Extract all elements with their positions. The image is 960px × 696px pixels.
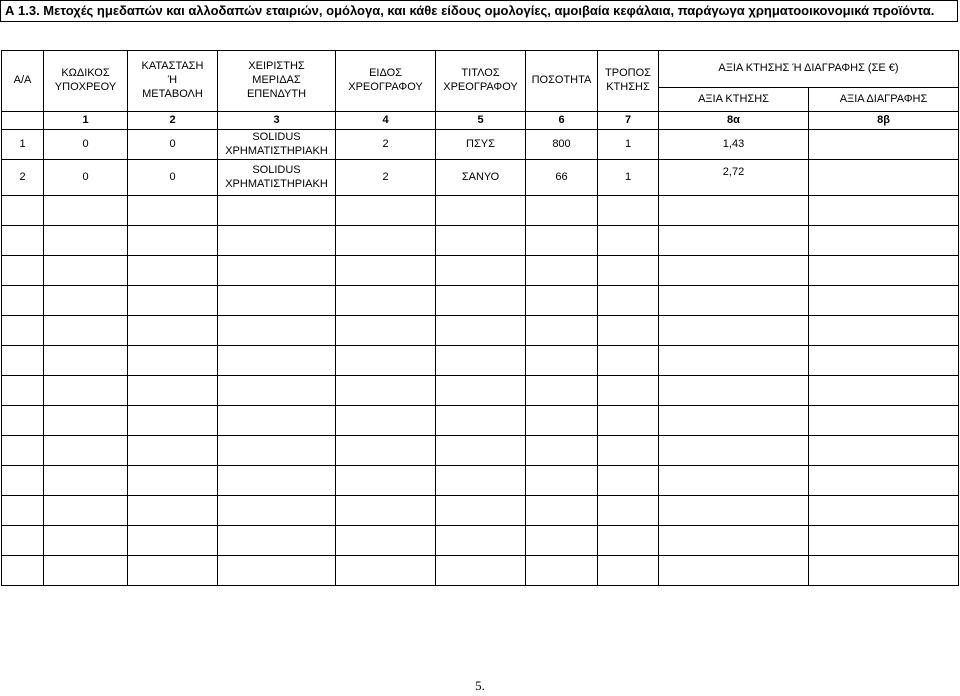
empty-cell	[128, 346, 218, 376]
empty-cell	[336, 316, 436, 346]
empty-table-row	[2, 466, 959, 496]
empty-cell	[436, 286, 526, 316]
column-number: 1	[44, 112, 128, 130]
empty-cell	[436, 376, 526, 406]
header-value-acq: ΑΞΙΑ ΚΤΗΣΗΣ	[659, 88, 809, 112]
empty-cell	[44, 436, 128, 466]
empty-cell	[44, 376, 128, 406]
column-number: 5	[436, 112, 526, 130]
empty-cell	[526, 436, 598, 466]
column-number: 3	[218, 112, 336, 130]
empty-cell	[598, 496, 659, 526]
empty-cell	[218, 316, 336, 346]
empty-cell	[128, 436, 218, 466]
cell-value-acq: 2,72	[659, 160, 809, 196]
empty-cell	[659, 196, 809, 226]
header-status: ΚΑΤΑΣΤΑΣΗ Ή ΜΕΤΑΒΟΛΗ	[128, 51, 218, 112]
empty-cell	[336, 556, 436, 586]
empty-cell	[659, 256, 809, 286]
cell-handler: SOLIDUS ΧΡΗΜΑΤΙΣΤΗΡΙΑΚΗ	[218, 160, 336, 196]
column-number: 6	[526, 112, 598, 130]
empty-cell	[659, 376, 809, 406]
header-type: ΕΙΔΟΣ ΧΡΕΟΓΡΑΦΟΥ	[336, 51, 436, 112]
empty-cell	[809, 556, 959, 586]
empty-cell	[336, 496, 436, 526]
empty-table-row	[2, 556, 959, 586]
cell-value-del	[809, 130, 959, 160]
empty-cell	[2, 196, 44, 226]
empty-table-row	[2, 316, 959, 346]
empty-cell	[2, 376, 44, 406]
cell-type: 2	[336, 160, 436, 196]
empty-cell	[336, 286, 436, 316]
empty-cell	[598, 316, 659, 346]
empty-table-row	[2, 286, 959, 316]
empty-cell	[526, 226, 598, 256]
empty-cell	[809, 466, 959, 496]
empty-cell	[2, 496, 44, 526]
header-aa: Α/Α	[2, 51, 44, 112]
page-number: 5.	[475, 678, 485, 693]
empty-cell	[44, 466, 128, 496]
empty-cell	[218, 556, 336, 586]
empty-cell	[336, 346, 436, 376]
empty-cell	[526, 346, 598, 376]
empty-cell	[436, 526, 526, 556]
empty-cell	[436, 226, 526, 256]
empty-cell	[336, 256, 436, 286]
empty-cell	[2, 466, 44, 496]
securities-table	[1, 50, 959, 586]
empty-table-row	[2, 526, 959, 556]
empty-cell	[44, 406, 128, 436]
empty-cell	[809, 406, 959, 436]
empty-cell	[526, 316, 598, 346]
empty-cell	[526, 286, 598, 316]
empty-cell	[128, 406, 218, 436]
empty-cell	[2, 226, 44, 256]
empty-cell	[336, 406, 436, 436]
empty-cell	[809, 496, 959, 526]
empty-cell	[526, 196, 598, 226]
cell-value-del	[809, 160, 959, 196]
cell-title: ΣΑΝΥΟ	[436, 160, 526, 196]
empty-cell	[436, 496, 526, 526]
table-row	[2, 160, 959, 196]
empty-cell	[218, 376, 336, 406]
cell-value-acq: 1,43	[659, 130, 809, 160]
header-security-title: ΤΙΤΛΟΣ ΧΡΕΟΓΡΑΦΟΥ	[436, 51, 526, 112]
empty-cell	[44, 316, 128, 346]
empty-cell	[809, 316, 959, 346]
empty-cell	[659, 226, 809, 256]
empty-cell	[44, 226, 128, 256]
empty-cell	[598, 286, 659, 316]
empty-cell	[526, 376, 598, 406]
empty-cell	[436, 316, 526, 346]
empty-table-row	[2, 496, 959, 526]
empty-cell	[809, 346, 959, 376]
empty-cell	[809, 256, 959, 286]
empty-cell	[2, 286, 44, 316]
column-number-blank	[2, 112, 44, 130]
empty-table-row	[2, 196, 959, 226]
empty-cell	[336, 376, 436, 406]
empty-cell	[809, 226, 959, 256]
header-value-group: ΑΞΙΑ ΚΤΗΣΗΣ Ή ΔΙΑΓΡΑΦΗΣ (ΣΕ €)	[659, 51, 959, 88]
empty-cell	[128, 226, 218, 256]
empty-cell	[44, 556, 128, 586]
empty-cell	[218, 286, 336, 316]
empty-cell	[336, 196, 436, 226]
empty-cell	[2, 406, 44, 436]
cell-handler: SOLIDUS ΧΡΗΜΑΤΙΣΤΗΡΙΑΚΗ	[218, 130, 336, 160]
empty-table-row	[2, 226, 959, 256]
empty-cell	[218, 466, 336, 496]
empty-table-row	[2, 376, 959, 406]
cell-type: 2	[336, 130, 436, 160]
cell-code: 0	[44, 160, 128, 196]
empty-cell	[526, 556, 598, 586]
empty-cell	[526, 496, 598, 526]
empty-cell	[44, 346, 128, 376]
cell-aa: 1	[2, 130, 44, 160]
empty-cell	[44, 526, 128, 556]
empty-table-row	[2, 346, 959, 376]
empty-cell	[598, 406, 659, 436]
cell-status: 0	[128, 130, 218, 160]
empty-cell	[44, 196, 128, 226]
empty-cell	[598, 346, 659, 376]
empty-cell	[659, 466, 809, 496]
empty-cell	[598, 256, 659, 286]
empty-cell	[659, 316, 809, 346]
empty-cell	[2, 556, 44, 586]
empty-cell	[436, 556, 526, 586]
empty-cell	[436, 466, 526, 496]
empty-cell	[526, 526, 598, 556]
empty-cell	[598, 466, 659, 496]
empty-cell	[598, 526, 659, 556]
empty-cell	[659, 346, 809, 376]
empty-table-row	[2, 406, 959, 436]
empty-cell	[809, 376, 959, 406]
empty-cell	[128, 286, 218, 316]
empty-cell	[44, 496, 128, 526]
empty-cell	[2, 526, 44, 556]
empty-cell	[2, 256, 44, 286]
header-value-del: ΑΞΙΑ ΔΙΑΓΡΑΦΗΣ	[809, 88, 959, 112]
cell-acquisition: 1	[598, 130, 659, 160]
column-number: 4	[336, 112, 436, 130]
empty-cell	[218, 496, 336, 526]
empty-cell	[598, 376, 659, 406]
empty-cell	[598, 226, 659, 256]
empty-cell	[436, 256, 526, 286]
empty-cell	[218, 436, 336, 466]
empty-cell	[44, 286, 128, 316]
column-number: 7	[598, 112, 659, 130]
empty-cell	[218, 346, 336, 376]
empty-cell	[436, 346, 526, 376]
empty-cell	[336, 466, 436, 496]
empty-cell	[2, 316, 44, 346]
cell-quantity: 66	[526, 160, 598, 196]
empty-cell	[128, 556, 218, 586]
empty-cell	[659, 286, 809, 316]
cell-title: ΠΣΥΣ	[436, 130, 526, 160]
cell-quantity: 800	[526, 130, 598, 160]
empty-cell	[128, 196, 218, 226]
empty-cell	[598, 196, 659, 226]
column-number: 8β	[809, 112, 959, 130]
empty-cell	[436, 196, 526, 226]
header-quantity: ΠΟΣΟΤΗΤΑ	[526, 51, 598, 112]
table-row	[2, 130, 959, 160]
empty-cell	[218, 406, 336, 436]
empty-cell	[128, 496, 218, 526]
empty-cell	[128, 256, 218, 286]
empty-cell	[218, 256, 336, 286]
empty-cell	[659, 406, 809, 436]
empty-cell	[526, 466, 598, 496]
cell-code: 0	[44, 130, 128, 160]
empty-cell	[809, 526, 959, 556]
empty-cell	[218, 526, 336, 556]
empty-cell	[809, 196, 959, 226]
empty-table-row	[2, 436, 959, 466]
empty-cell	[128, 466, 218, 496]
empty-cell	[809, 436, 959, 466]
header-code: ΚΩΔΙΚΟΣ ΥΠΟΧΡΕΟΥ	[44, 51, 128, 112]
empty-cell	[218, 226, 336, 256]
empty-cell	[2, 346, 44, 376]
empty-cell	[659, 526, 809, 556]
cell-aa: 2	[2, 160, 44, 196]
empty-cell	[526, 256, 598, 286]
empty-cell	[2, 436, 44, 466]
cell-status: 0	[128, 160, 218, 196]
empty-cell	[336, 436, 436, 466]
empty-cell	[218, 196, 336, 226]
empty-cell	[128, 316, 218, 346]
empty-cell	[44, 256, 128, 286]
empty-cell	[336, 226, 436, 256]
empty-cell	[436, 436, 526, 466]
empty-cell	[598, 556, 659, 586]
empty-cell	[659, 496, 809, 526]
cell-acquisition: 1	[598, 160, 659, 196]
column-number: 2	[128, 112, 218, 130]
document-title: Α 1.3. Μετοχές ημεδαπών και αλλοδαπών εταιριών, ομόλογα, και κάθε είδους ομολογίες, αμοιβαία κεφάλαια, παράγωγα χρηματοοικονομικά προϊόντα.	[0, 0, 958, 22]
empty-cell	[436, 406, 526, 436]
empty-cell	[659, 436, 809, 466]
empty-table-row	[2, 256, 959, 286]
empty-cell	[128, 376, 218, 406]
empty-cell	[809, 286, 959, 316]
header-acquisition: ΤΡΟΠΟΣ ΚΤΗΣΗΣ	[598, 51, 659, 112]
column-number: 8α	[659, 112, 809, 130]
empty-cell	[526, 406, 598, 436]
empty-cell	[336, 526, 436, 556]
header-handler: ΧΕΙΡΙΣΤΗΣ ΜΕΡΙΔΑΣ ΕΠΕΝΔΥΤΗ	[218, 51, 336, 112]
empty-cell	[598, 436, 659, 466]
empty-cell	[128, 526, 218, 556]
empty-cell	[659, 556, 809, 586]
